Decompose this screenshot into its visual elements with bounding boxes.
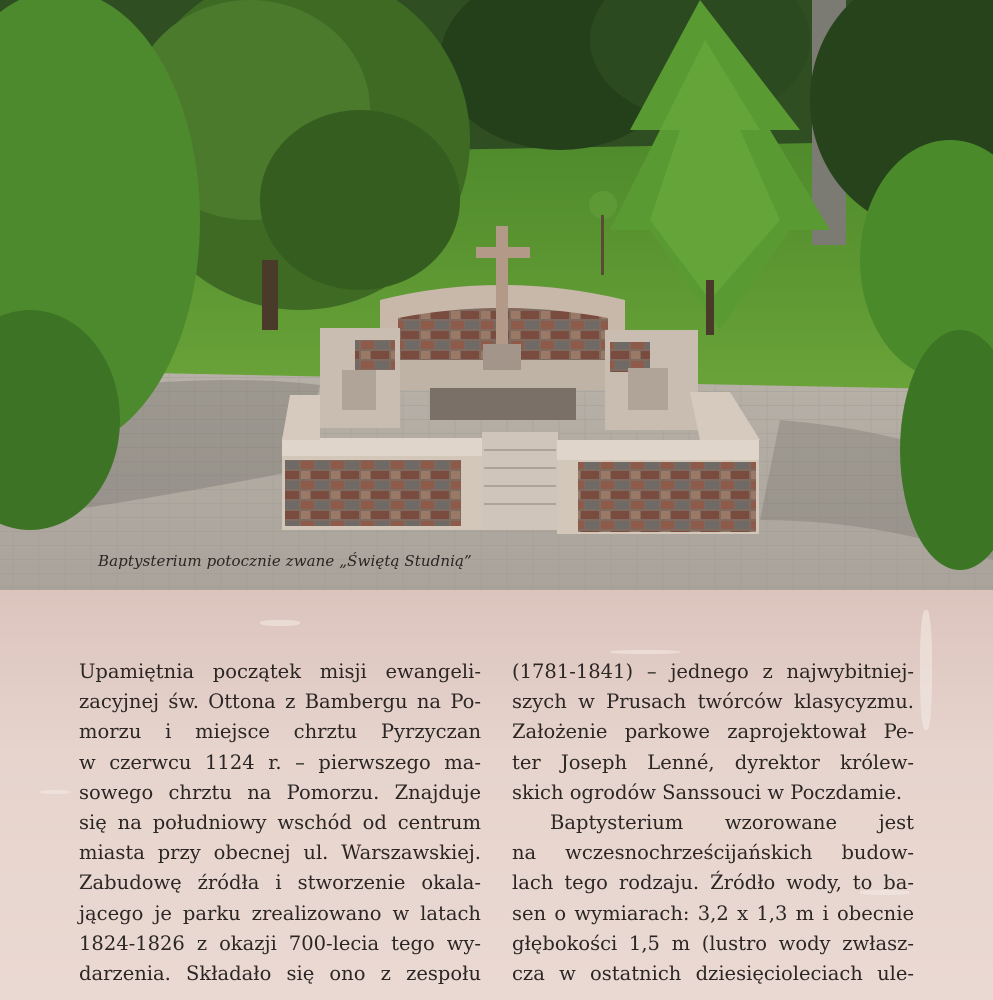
text-line: 1824-1826 z okazji 700-lecia tego wy-: [79, 931, 481, 955]
article-column-left: [79, 657, 481, 989]
text-line: na wczesnochrześcijańskich budow-: [512, 841, 914, 865]
text-line: w czerwcu 1124 r. – pierwszego ma-: [79, 750, 481, 774]
article-column-right: [512, 657, 914, 989]
text-line: szych w Prusach twórców klasycyzmu.: [512, 690, 914, 714]
text-line: głębokości 1,5 m (lustro wody zwłasz-: [512, 931, 914, 955]
text-line: ter Joseph Lenné, dyrektor królew-: [512, 750, 914, 774]
text-line: zacyjnej św. Ottona z Bambergu na Po-: [79, 690, 481, 714]
text-line: się na południowy wschód od centrum: [79, 810, 481, 834]
text-line: (1781-1841) – jednego z najwybitniej-: [512, 660, 914, 683]
text-line: jącego je parku zrealizowano w latach: [79, 901, 481, 925]
paragraph-start-line: Baptysterium wzorowane jest: [550, 810, 914, 834]
text-line: sowego chrztu na Pomorzu. Znajduje: [79, 780, 481, 804]
text-line: darzenia. Składało się ono z zespołu: [79, 961, 481, 985]
text-line: skich ogrodów Sanssouci w Poczdamie.: [512, 780, 903, 804]
text-line: Założenie parkowe zaprojektował Pe-: [512, 720, 914, 744]
text-line: miasta przy obecnej ul. Warszawskiej.: [79, 841, 481, 865]
photo-caption: Baptysterium potocznie zwane „Świętą Studnią”: [98, 552, 472, 570]
text-line: Upamiętnia początek misji ewangeli-: [79, 660, 481, 683]
text-line: sen o wymiarach: 3,2 x 1,3 m i obecnie: [512, 901, 914, 925]
text-line: Zabudowę źródła i stworzenie okala-: [79, 871, 481, 895]
text-line: cza w ostatnich dziesięcioleciach ule-: [512, 961, 914, 985]
text-line: morzu i miejsce chrztu Pyrzyczan: [79, 720, 481, 744]
text-line: lach tego rodzaju. Źródło wody, to ba-: [512, 871, 914, 895]
